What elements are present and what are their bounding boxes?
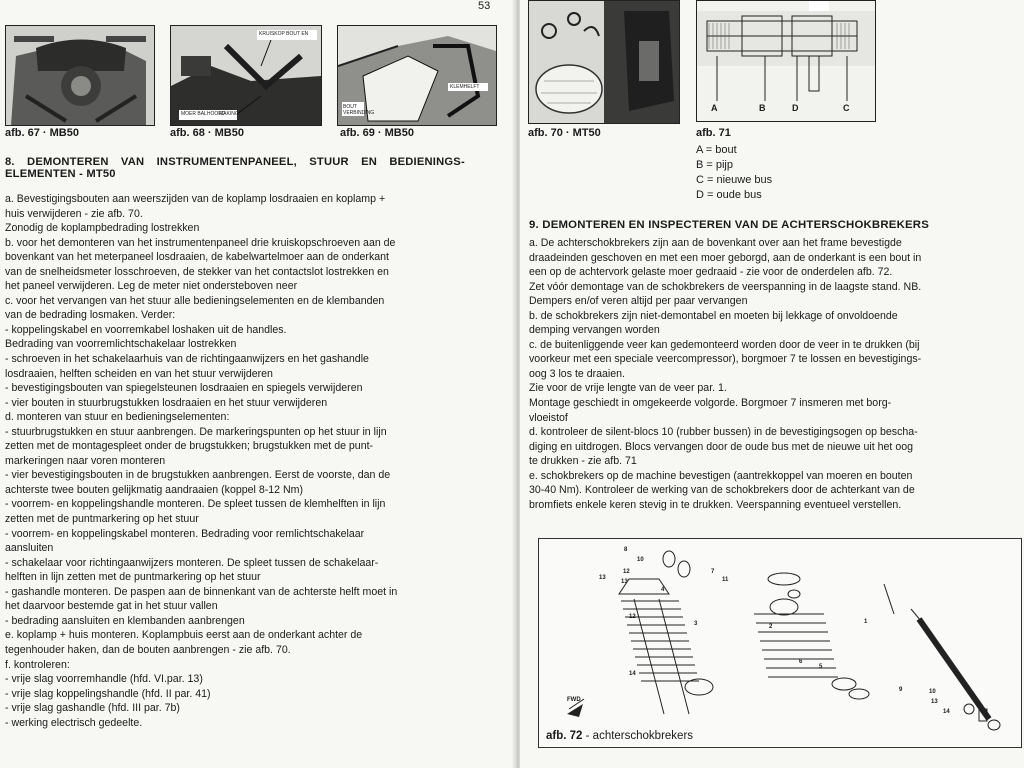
- section-8-line: - bedrading aansluiten en klembanden aanbrengen: [5, 614, 245, 627]
- section-8-line: - gashandle monteren. De paspen aan de binnenkant van de achterste helft moet in: [5, 585, 398, 598]
- fig71-letter-d: D: [792, 103, 799, 113]
- fig71-letter-c: C: [843, 103, 850, 113]
- figure-72-drawing: [538, 538, 1022, 748]
- section-8-line: helften in lijn zetten met de puntmarkering op het stuur: [5, 571, 261, 584]
- section-8-heading-line1: 8. DEMONTEREN VAN INSTRUMENTENPANEEL, STUUR EN BEDIENINGS-: [5, 156, 465, 168]
- section-8-line: - schakelaar voor richtingaanwijzers monteren. De spleet tussen de schakelaar-: [5, 556, 379, 569]
- figure-70-caption: afb. 70 · MT50: [528, 127, 601, 139]
- section-8-line: - voorrem- en koppelingskabel monteren. Bedrading voor remlichtschakelaar: [5, 527, 365, 540]
- section-8-line: van de snelheidsmeter losschroeven, de stekker van het contactslot lostrekken en: [5, 265, 389, 278]
- fig72-part-number: 1: [864, 619, 868, 625]
- fig72-part-number: 13: [931, 699, 938, 705]
- legend-item-b: B = pijp: [696, 159, 733, 171]
- fig72-part-number: 14: [943, 709, 950, 715]
- section-8-body: [5, 192, 497, 730]
- section-8-line: - bevestigingsbouten van spiegelsteunen losdraaien en spiegels verwijderen: [5, 382, 363, 395]
- section-8-line: b. voor het demonteren van het instrumentenpaneel drie kruiskopschroeven aan de: [5, 236, 396, 249]
- section-9-line: 30-40 Nm). Kontroleer de werking van de schokbrekers door de achterkant van de: [529, 484, 915, 497]
- section-8-line: het daarvoor bestemde gat in het stuur vallen: [5, 600, 218, 613]
- section-9-line: Montage geschiedt in omgekeerde volgorde. Borgmoer 7 insmeren met borg-: [529, 397, 892, 410]
- section-9-line: diging en uitdrogen. Blocs vervangen door de oude bus met de nieuwe uit het oog: [529, 440, 913, 453]
- fig68-label-kruiskop: KRUISKOP BOUT EN: [259, 31, 309, 37]
- legend-item-a: A = bout: [696, 144, 737, 156]
- section-8-line: - koppelingskabel en voorremkabel loshaken uit de handles.: [5, 323, 287, 336]
- section-8-heading-line2: ELEMENTEN - MT50: [5, 168, 116, 180]
- section-8-line: - werking electrisch gedeelte.: [5, 716, 143, 729]
- section-9-line: Zie voor de vrije lengte van de veer par. 1.: [529, 382, 727, 395]
- figure-70-photo: [528, 0, 680, 124]
- section-8-line: tegenhouder haken, dan de bouten aanbrengen - zie afb. 70.: [5, 643, 291, 656]
- section-8-heading: [5, 156, 499, 180]
- section-8-line: zetten met de montagespleet onder de brugstukken; brugstukken met de punt-: [5, 440, 374, 453]
- section-9-line: draadeinden geschoven en met een moer geborgd, aan de onderkant is een bout in: [529, 251, 922, 264]
- section-8-line: e. koplamp + huis monteren. Koplampbuis eerst aan de onderkant achter de: [5, 629, 363, 642]
- fig72-part-number: 4: [661, 587, 665, 593]
- figure-71-caption: afb. 71: [696, 127, 731, 139]
- figure-71-drawing: [696, 0, 876, 122]
- section-8-line: Zonodig de koplampbedrading lostrekken: [5, 222, 200, 235]
- fig69-label-klemhelft: KLEMHELFT: [450, 84, 480, 90]
- fig72-part-number: 2: [769, 624, 773, 630]
- section-9-line: Zet vóór demontage van de schokbrekers de veerspanning in de laagste stand. NB.: [529, 280, 922, 293]
- fig72-fwd-label: FWD: [567, 697, 581, 703]
- fig72-part-number: 9: [899, 687, 903, 693]
- section-8-line: - voorrem- en koppelingshandle monteren. De spleet tussen de klemhelften in lijn: [5, 498, 386, 511]
- fig72-part-number: 10: [929, 689, 936, 695]
- figure-72-caption: afb. 72 - achterschokbrekers: [542, 730, 697, 742]
- section-8-line: f. kontroleren:: [5, 658, 70, 671]
- section-9-heading: 9. DEMONTEREN EN INSPECTEREN VAN DE ACHTERSCHOKBREKERS: [529, 219, 930, 231]
- section-9-line: a. De achterschokbrekers zijn aan de bovenkant over aan het frame bevestigde: [529, 237, 902, 249]
- section-8-line: - stuurbrugstukken en stuur aanbrengen. De markeringspunten op het stuur in lijn: [5, 425, 387, 438]
- fig72-part-number: 3: [694, 621, 698, 627]
- section-9-line: demping vervangen worden: [529, 324, 660, 337]
- section-9-line: b. de schokbrekers zijn niet-demontabel en moeten bij lekkage of onvoldoende: [529, 309, 898, 322]
- section-8-line: achterste twee bouten gelijkmatig aandraaien (koppel 8-12 Nm): [5, 483, 303, 496]
- fig72-part-number: 12: [629, 614, 636, 620]
- section-8-line: aansluiten: [5, 542, 54, 555]
- figure-69-photo: [337, 25, 497, 126]
- fig72-part-number: 7: [711, 569, 715, 575]
- section-8-line: - vrije slag koppelingshandle (hfd. II par. 41): [5, 687, 211, 700]
- figure-68-caption: afb. 68 · MB50: [170, 127, 244, 139]
- fig71-letter-b: B: [759, 103, 766, 113]
- fig72-part-number: 8: [624, 547, 628, 553]
- fig72-part-number: 13: [621, 579, 628, 585]
- figure-67-photo: [5, 25, 155, 126]
- section-8-line: - schroeven in het schakelaarhuis van de richtingaanwijzers en het gashandle: [5, 353, 369, 366]
- legend-item-c: C = nieuwe bus: [696, 174, 773, 186]
- section-8-line: c. voor het vervangen van het stuur alle bedieningselementen en de klembanden: [5, 294, 385, 307]
- fig72-part-number: 13: [599, 575, 606, 581]
- section-8-line: - vier bouten in stuurbrugstukken losdraaien en het stuur verwijderen: [5, 396, 328, 409]
- fig68-label-making: MAKING: [219, 111, 239, 117]
- figure-69-caption: afb. 69 · MB50: [340, 127, 414, 139]
- section-8-line: van de bedrading losmaken. Verder:: [5, 309, 176, 322]
- section-9-line: bromfiets enkele keren stevig in te drukken. Veerspanning eventueel verstellen.: [529, 498, 902, 511]
- right-page: [520, 0, 1024, 768]
- page-number: 53: [478, 0, 491, 12]
- section-9-line: vloeistof: [529, 411, 568, 424]
- section-8-line: losdraaien, helften scheiden en van het stuur verwijderen: [5, 367, 273, 380]
- section-8-line: bovenkant van het meterpaneel losdraaien, de kabelwartelmoer aan de onderkant: [5, 251, 389, 264]
- figure-68-photo: [170, 25, 322, 126]
- section-8-line: huis verwijderen - zie afb. 70.: [5, 207, 143, 220]
- fig72-part-number: 5: [819, 664, 823, 670]
- section-9-line: voorkeur met een speciale veercompressor), borgmoer 7 te lossen en bevestigings-: [529, 353, 922, 366]
- fig72-caption-num: afb. 72: [546, 730, 583, 742]
- section-8-line: - vier bevestigingsbouten in de brugstukken aanbrengen. Eerst de voorste, dan de: [5, 469, 391, 482]
- fig69-label-bout: BOUT: [343, 104, 357, 110]
- fig72-part-number: 11: [722, 577, 729, 583]
- fig72-caption-text: achterschokbrekers: [592, 730, 694, 742]
- fig68-label-moer: MOER BALHOOFD: [181, 111, 225, 117]
- section-9-line: d. kontroleer de silent-blocs 10 (rubber bussen) in de bevestigingsogen op bescha-: [529, 426, 918, 439]
- fig72-part-number: 10: [637, 557, 644, 563]
- fig71-letter-a: A: [711, 103, 718, 113]
- section-8-line: d. monteren van stuur en bedieningselementen:: [5, 411, 230, 424]
- fig72-part-number: 14: [629, 671, 636, 677]
- section-8-line: Bedrading van voorremlichtschakelaar lostrekken: [5, 338, 237, 351]
- section-8-line: - vrije slag gashandle (hfd. III par. 7b): [5, 702, 180, 715]
- section-9-line: c. de buitenliggende veer kan gedemonteerd worden door de veer in te drukken (bij: [529, 338, 920, 351]
- section-9-line: oog 3 los te draaien.: [529, 367, 626, 380]
- figure-71-legend: [696, 143, 772, 203]
- section-8-line: het paneel verwijderen. Leg de meter niet ondersteboven neer: [5, 280, 298, 293]
- section-8-line: zetten met de puntmarkering op het stuur: [5, 513, 199, 526]
- figure-67-caption: afb. 67 · MB50: [5, 127, 79, 139]
- section-9-line: te drukken - zie afb. 71: [529, 455, 637, 468]
- section-9-line: een op de achtervork gelaste moer gedraaid - zie voor de onderdelen afb. 72.: [529, 266, 893, 279]
- section-8-line: markeringen naar voren monteren: [5, 454, 166, 467]
- section-8-line: - vrije slag voorremhandle (hfd. VI.par. 13): [5, 673, 203, 686]
- section-9-body: [529, 236, 1021, 512]
- fig72-part-number: 12: [623, 569, 630, 575]
- section-9-line: Dempers en/of veren altijd per paar vervangen: [529, 295, 748, 308]
- section-8-line: a. Bevestigingsbouten aan weerszijden van de koplamp losdraaien en koplamp +: [5, 193, 386, 205]
- fig69-label-verbinding: VERBINDING: [343, 110, 375, 116]
- fig72-part-number: 6: [799, 659, 803, 665]
- legend-item-d: D = oude bus: [696, 189, 762, 201]
- section-9-line: e. schokbrekers op de machine bevestigen (aantrekkoppel van moeren en bouten: [529, 469, 913, 482]
